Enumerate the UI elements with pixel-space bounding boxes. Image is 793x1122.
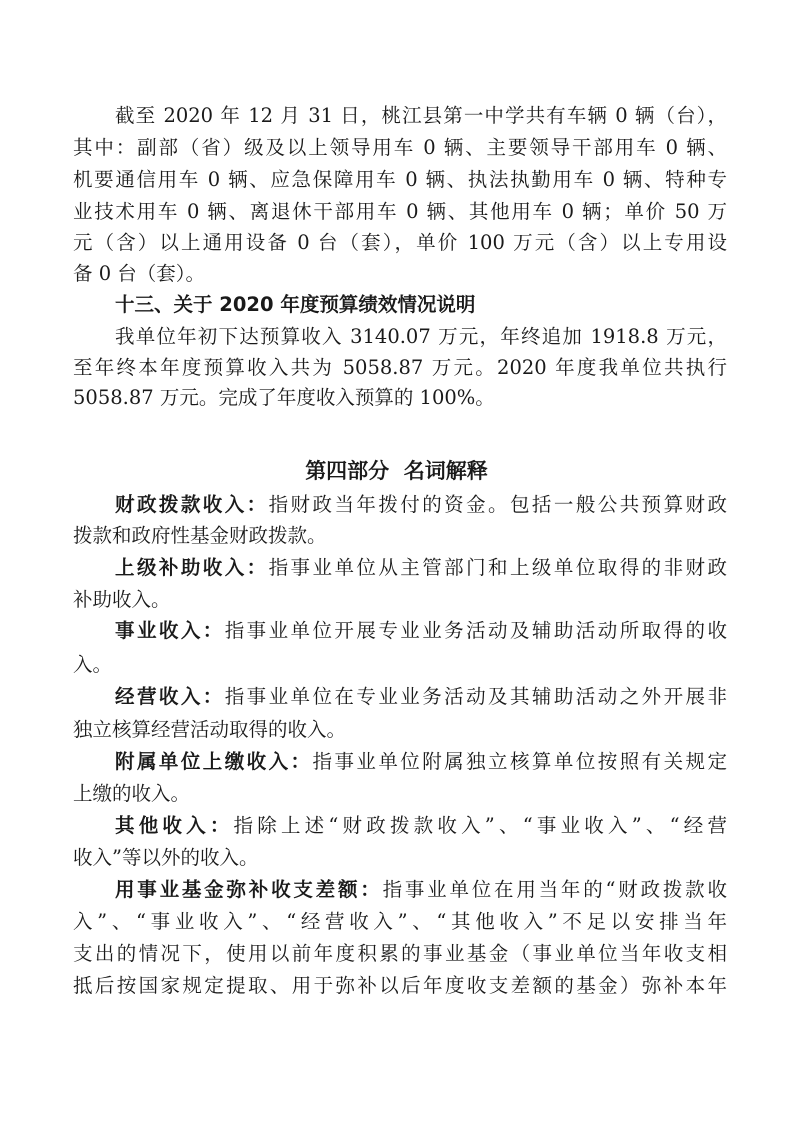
paragraph-line: 入。 <box>73 653 113 676</box>
paragraph-line: 补助收入。 <box>73 588 171 611</box>
term-label: 用事业基金弥补收支差额： <box>115 878 383 901</box>
term-label: 附属单位上缴收入： <box>115 750 313 773</box>
paragraph-line: 5058.87 万元。完成了年度收入预算的 100%。 <box>73 386 495 409</box>
paragraph-line: 其中：副部（省）级及以上领导用车 0 辆、主要领导干部用车 0 辆、 <box>73 136 727 159</box>
paragraph-line: 收入”等以外的收入。 <box>73 846 259 869</box>
term-label: 其他收入： <box>115 814 234 837</box>
paragraph-line: 元（含）以上通用设备 0 台（套），单价 100 万元（含）以上专用设 <box>73 231 727 254</box>
term-definition: 指事业单位开展专业业务活动及辅助活动所取得的收 <box>224 619 727 642</box>
paragraph-line: 拨款和政府性基金财政拨款。 <box>73 524 327 547</box>
paragraph-line: 备 0 台（套）。 <box>73 262 206 285</box>
paragraph-line: 至年终本年度预算收入共为 5058.87 万元。2020 年度我单位共执行 <box>73 356 727 379</box>
term-entry <box>73 876 727 904</box>
term-entry <box>73 812 727 840</box>
paragraph-line: 截至 2020 年 12 月 31 日，桃江县第一中学共有车辆 0 辆（台）， <box>115 104 727 127</box>
paragraph-line: 上缴的收入。 <box>73 782 191 805</box>
term-label: 上级补助收入： <box>115 556 269 579</box>
paragraph-line: 独立核算经营活动取得的收入。 <box>73 718 347 741</box>
paragraph-line: 支出的情况下，使用以前年度积累的事业基金（事业单位当年收支相 <box>73 942 727 965</box>
term-definition: 指财政当年拨付的资金。包括一般公共预算财政 <box>268 493 727 516</box>
term-definition: 指事业单位在专业业务活动及其辅助活动之外开展非 <box>224 685 727 708</box>
section-heading: 十三、关于 2020 年度预算绩效情况说明 <box>115 293 476 316</box>
term-definition: 指除上述“财政拨款收入”、“事业收入”、“经营 <box>233 814 727 837</box>
term-definition: 指事业单位在用当年的“财政拨款收 <box>382 878 727 901</box>
paragraph-line: 入”、“事业收入”、“经营收入”、“其他收入”不足以安排当年 <box>73 910 727 933</box>
part-title: 第四部分 名词解释 <box>305 459 488 483</box>
term-entry <box>73 617 727 645</box>
term-definition: 指事业单位附属独立核算单位按照有关规定 <box>312 750 727 773</box>
paragraph-line: 抵后按国家规定提取、用于弥补以后年度收支差额的基金）弥补本年 <box>73 974 727 997</box>
term-entry <box>73 683 727 711</box>
paragraph-line: 机要通信用车 0 辆、应急保障用车 0 辆、执法执勤用车 0 辆、特种专 <box>73 168 727 191</box>
paragraph-line: 我单位年初下达预算收入 3140.07 万元，年终追加 1918.8 万元， <box>115 325 727 348</box>
term-entry <box>73 491 727 519</box>
term-definition: 指事业单位从主管部门和上级单位取得的非财政 <box>268 556 727 579</box>
paragraph-line: 业技术用车 0 辆、离退休干部用车 0 辆、其他用车 0 辆；单价 50 万 <box>73 200 727 223</box>
term-entry <box>73 748 727 776</box>
term-label: 财政拨款收入： <box>115 493 269 516</box>
term-label: 事业收入： <box>115 619 225 642</box>
term-entry <box>73 554 727 582</box>
term-label: 经营收入： <box>115 685 225 708</box>
